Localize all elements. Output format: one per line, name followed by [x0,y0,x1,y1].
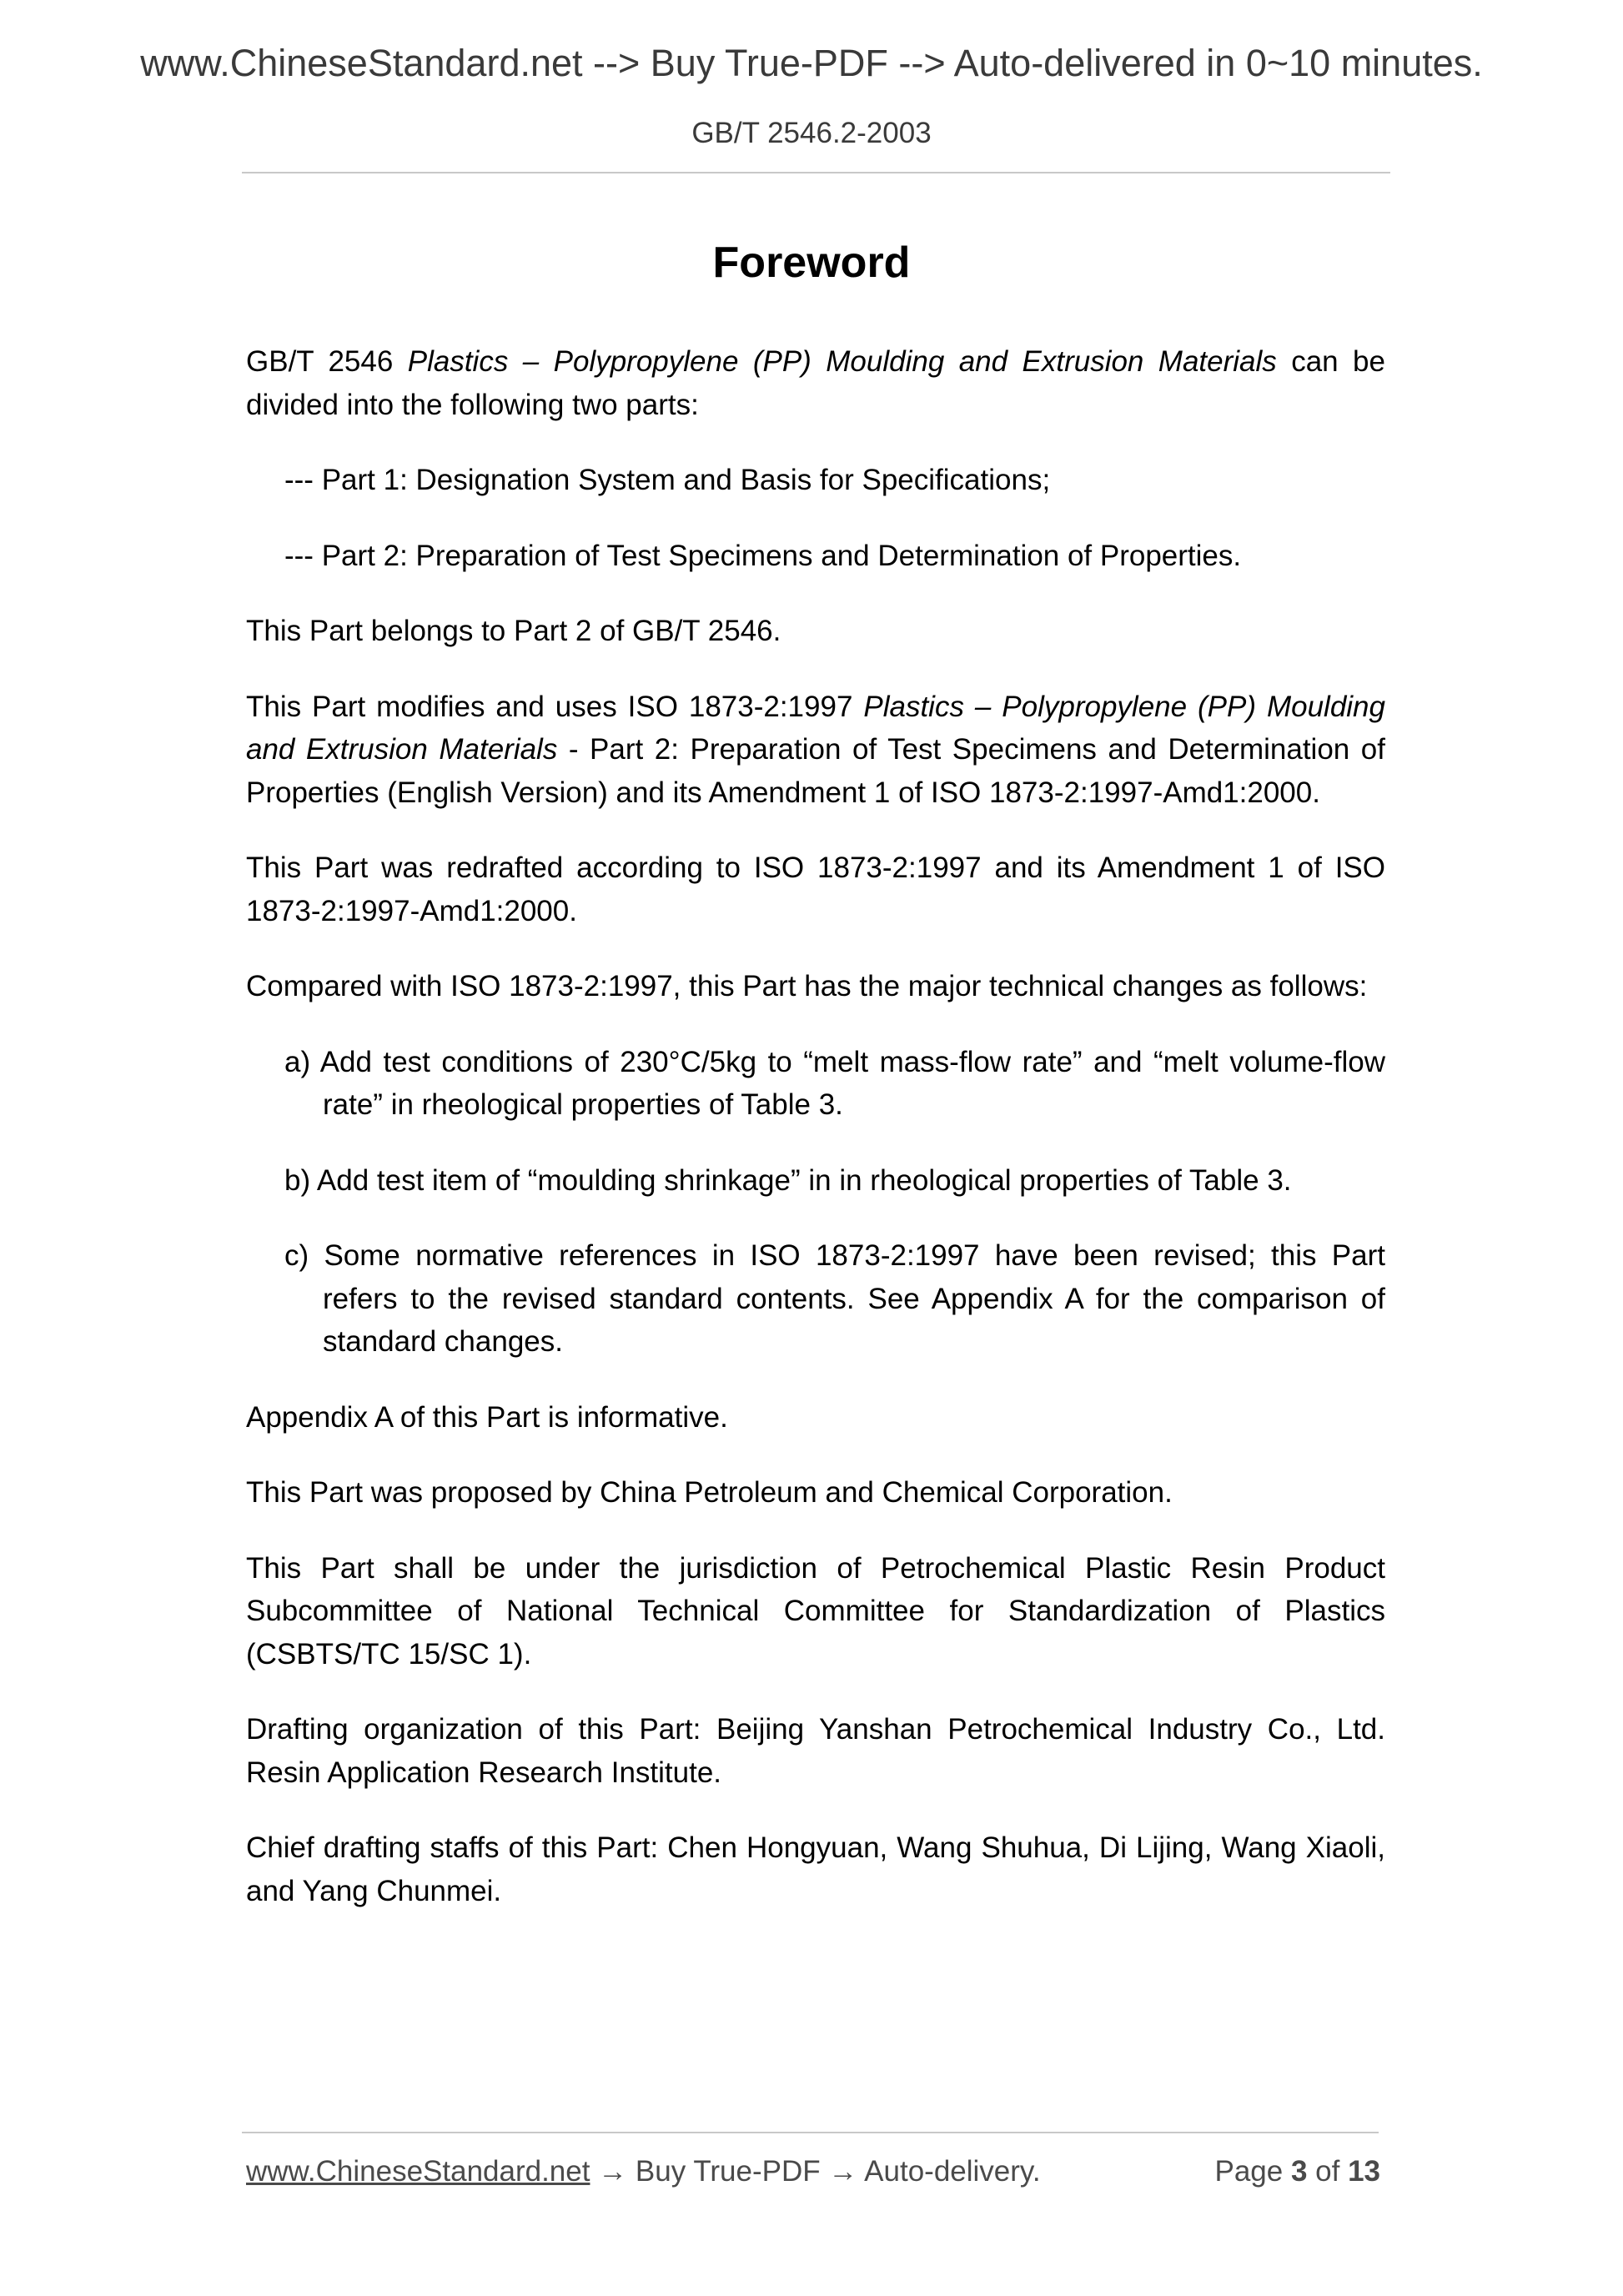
header-banner: www.ChineseStandard.net --> Buy True-PDF --> Auto-delivered in 0~10 minutes. [140,42,1483,84]
drafting-staff-paragraph: Chief drafting staffs of this Part: Chen Hongyuan, Wang Shuhua, Di Lijing, Wang Xiaoli, and Yang Chunmei. [246,1831,1385,1907]
current-page-number: 3 [1290,2155,1308,2188]
intro-paragraph: GB/T 2546 Plastics – Polypropylene (PP) Moulding and Extrusion Materials can be divided into the following two parts: [246,345,1385,421]
document-id: GB/T 2546.2-2003 [691,117,932,149]
iso-title-italic: Plastics – Polypropylene (PP) Moulding and Extrusion Materials [246,690,1385,766]
iso-modification-paragraph: This Part modifies and uses ISO 1873-2:1997 Plastics – Polypropylene (PP) Moulding and Extrusion Materials - Part 2: Preparation of Test Specimens and Determination of Properties (English Version) and its Amendment 1 of ISO 1873-2:1997-Amd1:2000. [246,690,1385,809]
page-footer [246,2155,1380,2188]
part-belongs-paragraph: This Part belongs to Part 2 of GB/T 2546. [246,615,781,647]
footer-promo: www.ChineseStandard.net → Buy True-PDF → Auto-delivery. [246,2155,1041,2188]
drafting-organization-paragraph: Drafting organization of this Part: Beijing Yanshan Petrochemical Industry Co., Ltd. Resin Application Research Institute. [246,1713,1385,1789]
appendix-paragraph: Appendix A of this Part is informative. [246,1400,728,1434]
change-item-a: a) Add test conditions of 230°C/5kg to “melt mass-flow rate” and “melt volume-flow rate” in rheological properties of Table 3. [284,1045,1385,1121]
standard-title-italic: Plastics – Polypropylene (PP) Moulding and Extrusion Materials [407,345,1277,378]
change-item-b: b) Add test item of “moulding shrinkage” in in rheological properties of Table 3. [284,1163,1292,1197]
page-title: Foreword [712,239,911,287]
proposed-by-paragraph: This Part was proposed by China Petroleum and Chemical Corporation. [246,1476,1173,1509]
change-item-c: c) Some normative references in ISO 1873-2:1997 have been revised; this Part refers to the revised standard contents. See Appendix A for the comparison of standard changes. [284,1239,1385,1358]
foreword-body [246,340,1385,1945]
part-2-item: --- Part 2: Preparation of Test Specimens and Determination of Properties. [284,539,1242,572]
changes-intro-paragraph: Compared with ISO 1873-2:1997, this Part has the major technical changes as follows: [246,970,1368,1002]
total-page-number: 13 [1348,2155,1380,2188]
part-1-item: --- Part 1: Designation System and Basis for Specifications; [284,464,1051,496]
header-divider [242,172,1390,173]
footer-site-link[interactable]: www.ChineseStandard.net [246,2155,590,2188]
footer-divider [242,2132,1379,2133]
page-indicator: Page 3 of 13 [1214,2155,1380,2188]
jurisdiction-paragraph: This Part shall be under the jurisdiction of Petrochemical Plastic Resin Product Subcommittee of National Technical Committee for Standardization of Plastics (CSBTS/TC 15/SC 1). [246,1551,1385,1671]
redrafted-paragraph: This Part was redrafted according to ISO 1873-2:1997 and its Amendment 1 of ISO 1873-2:1997-Amd1:2000. [246,852,1385,927]
